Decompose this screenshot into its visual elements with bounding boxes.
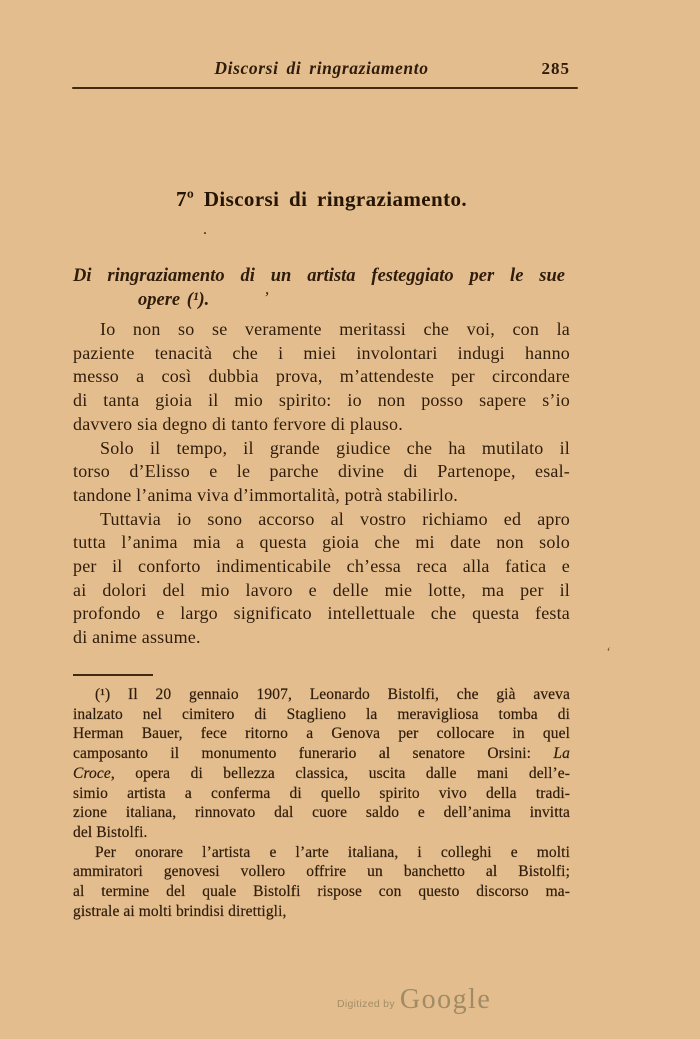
text-line: simio artista a conferma di quello spirito vivo della tradi- bbox=[73, 784, 570, 802]
text-line: paziente tenacità che i miei involontari indugi hanno bbox=[73, 342, 570, 363]
watermark-prefix: Digitized by bbox=[337, 998, 395, 1010]
text-line: Croce, opera di bellezza classica, uscita dalle mani dell’e- bbox=[73, 764, 570, 782]
text-line: camposanto il monumento funerario al senatore Orsini: La bbox=[73, 745, 570, 763]
chapter-heading: 7º Discorsi di ringraziamento. bbox=[175, 187, 468, 211]
text-line: messo a così dubbia prova, m’attendeste per circondare bbox=[73, 366, 570, 387]
text-line: profondo e largo significato intellettuale che questa festa bbox=[73, 603, 570, 624]
body-text bbox=[73, 318, 570, 650]
text-line: Herman Bauer, fece ritorno a Genova per collocare in quel bbox=[73, 725, 570, 743]
text-line: (¹) Il 20 gennaio 1907, Leonardo Bistolfi, che già aveva bbox=[95, 686, 570, 703]
text-line: davvero sia degno di tanto fervore di plauso. bbox=[73, 413, 403, 434]
footnote bbox=[73, 685, 570, 921]
ink-speck-grave: ‘ bbox=[604, 643, 612, 660]
text-line: tutta l’anima mia a questa gioia che mi date non solo bbox=[73, 532, 570, 553]
text-line: di anime assume. bbox=[73, 627, 201, 648]
text-line: per il conforto indimenticabile ch’essa reca alla fatica e bbox=[73, 556, 570, 577]
footnote-paragraph-1 bbox=[73, 685, 570, 843]
text-line: Per onorare l’artista e l’arte italiana, i colleghi e molti bbox=[95, 843, 570, 861]
text-line: Solo il tempo, il grande giudice che ha mutilato il bbox=[100, 437, 570, 458]
text-line: ai dolori del mio lavoro e delle mie lotte, ma per il bbox=[73, 579, 570, 600]
footnote-paragraph-2 bbox=[73, 843, 570, 922]
paragraph-1 bbox=[73, 318, 570, 437]
header-rule bbox=[72, 87, 578, 89]
watermark bbox=[337, 984, 491, 1016]
text-line: di tanta gioia il mio spirito: io non posso sapere s’io bbox=[73, 390, 570, 411]
google-logo: Google bbox=[399, 984, 492, 1015]
paragraph-3 bbox=[73, 508, 570, 650]
ink-speck-dot: . bbox=[203, 221, 207, 238]
page-number: 285 bbox=[541, 59, 570, 78]
text-line: tandone l’anima viva d’immortalità, potrà stabilirlo. bbox=[73, 484, 458, 505]
ink-speck-apostrophe: ’ bbox=[263, 288, 269, 307]
text-line: al termine del quale Bistolfi rispose con questo discorso ma- bbox=[73, 883, 570, 901]
text-line: gistrale ai molti brindisi direttigli, bbox=[73, 902, 287, 920]
text-line: Io non so se veramente meritassi che voi, con la bbox=[100, 319, 570, 339]
text-line: Tuttavia io sono accorso al vostro richiamo ed apro bbox=[100, 508, 570, 529]
running-head bbox=[73, 58, 570, 82]
subtitle bbox=[73, 264, 565, 312]
running-title: Discorsi di ringraziamento bbox=[214, 58, 429, 78]
text-line: zione italiana, rinnovato dal cuore saldo e dell’anima invitta bbox=[73, 804, 570, 822]
text-line: torso d’Elisso e le parche divine di Partenope, esal- bbox=[73, 461, 570, 482]
footnote-rule bbox=[73, 674, 153, 676]
text-line: Di ringraziamento di un artista festeggiato per le sue bbox=[73, 266, 565, 286]
text-line: del Bistolfi. bbox=[73, 823, 148, 841]
text-line: opere (¹). bbox=[138, 290, 210, 310]
text-line: ammiratori genovesi vollero offrire un banchetto al Bistolfi; bbox=[73, 863, 570, 881]
paragraph-2 bbox=[73, 437, 570, 508]
text-line: inalzato nel cimitero di Staglieno la meravigliosa tomba di bbox=[73, 705, 570, 723]
